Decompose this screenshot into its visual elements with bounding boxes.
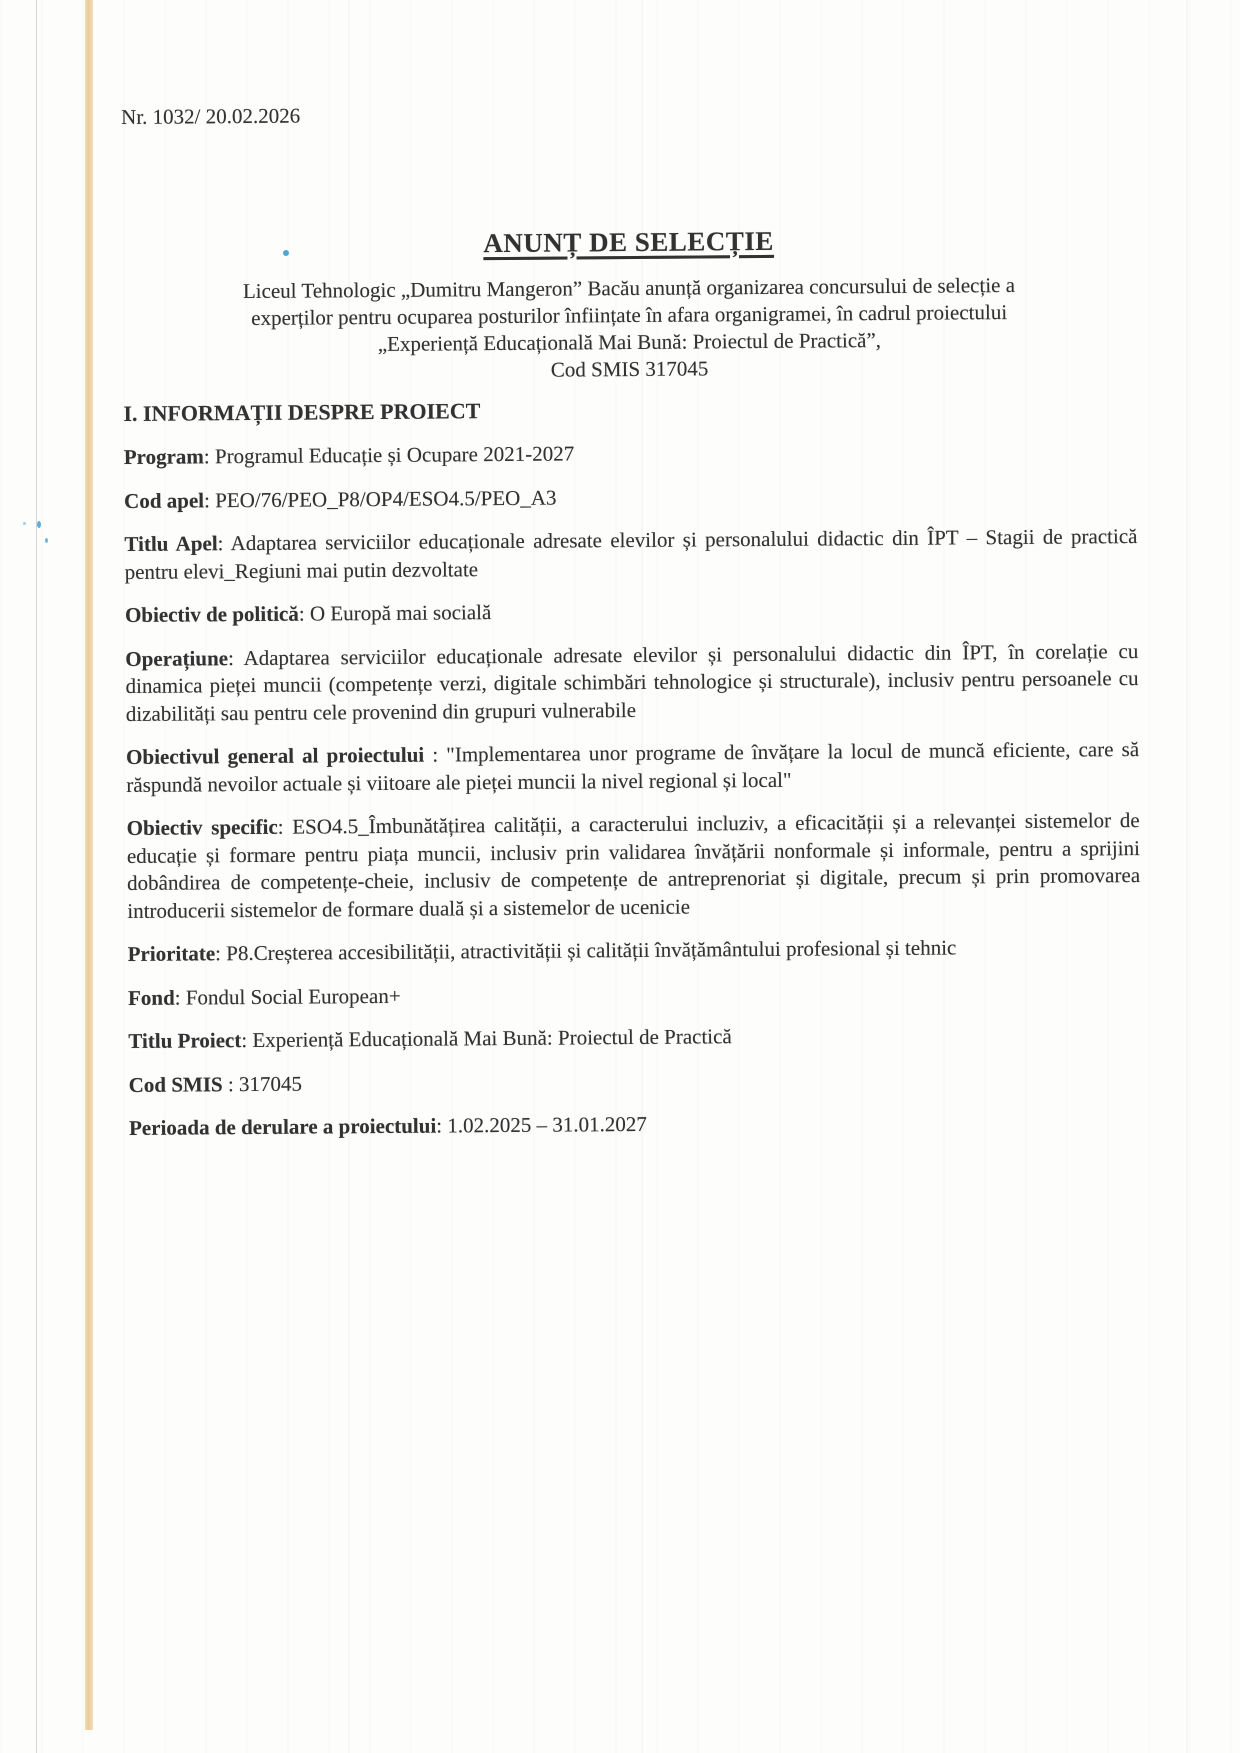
document-number: Nr. 1032/ 20.02.2026 — [121, 103, 301, 129]
field-label: Program — [123, 444, 204, 469]
intro-paragraph — [122, 271, 1136, 387]
field-separator: : — [241, 1027, 253, 1053]
field-value: "Implementarea unor programe de învățare la locul de muncă eficiente, care să răspundă nevoilor actuale și viitoare ale pieței muncii la nivel regional și local" — [126, 737, 1140, 797]
field-label: Fond — [127, 985, 175, 1010]
ink-speck — [37, 521, 41, 528]
intro-line: experților pentru ocuparea posturilor înființate în afara organigramei, în cadrul proiectului — [251, 300, 1008, 330]
field-separator: : — [277, 814, 293, 839]
field-separator: : — [174, 985, 186, 1010]
field-value: Adaptarea serviciilor educaționale adresate elevilor și personalului didactic din ÎPT – Stagii de practică pentru elevi_Regiuni mai putin dezvoltate — [124, 524, 1138, 584]
field-separator: : — [222, 1071, 240, 1096]
field-program — [124, 436, 1137, 471]
field-label: Titlu Proiect — [128, 1028, 242, 1053]
document-content — [121, 96, 1142, 1158]
field-separator: : — [203, 487, 216, 512]
scan-edge-line — [36, 0, 37, 1753]
intro-line: Liceul Tehnologic „Dumitru Mangeron” Bacău anunță organizarea concursului de selecție a — [242, 272, 1016, 304]
field-value: Experiență Educațională Mai Bună: Proiectul de Practică — [252, 1024, 732, 1052]
field-label: Obiectiv de politică — [124, 601, 299, 627]
field-value: PEO/76/PEO_P8/OP4/ESO4.5/PEO_A3 — [215, 485, 557, 512]
field-titlu-apel — [124, 523, 1137, 586]
field-label: Obiectivul general al proiectului — [126, 742, 425, 769]
field-titlu-proiect — [128, 1020, 1141, 1055]
field-separator: : — [227, 645, 244, 670]
field-value: O Europă mai socială — [309, 600, 492, 626]
field-separator: : — [215, 941, 227, 966]
field-separator: : — [298, 601, 311, 626]
field-label: Cod apel — [124, 487, 205, 513]
field-separator: : — [217, 531, 231, 556]
page-title: ANUNȚ DE SELECȚIE — [483, 225, 774, 259]
field-label: Prioritate — [127, 941, 216, 966]
intro-line: Cod SMIS 317045 — [550, 356, 709, 382]
field-value: Adaptarea serviciilor educaționale adresate elevilor și personalului didactic din ÎPT, în corelație cu dinamica pieței muncii (competențe verzi, digitale schimbări tehnologice și structurale), inclusiv pentru persoanele cu dizabilități sau pentru cele provenind din grupuri vulnerabile — [125, 638, 1139, 726]
scan-color-band — [85, 0, 93, 1730]
field-separator: : — [436, 1113, 448, 1138]
field-separator: : — [424, 742, 447, 767]
project-info-fields — [124, 436, 1142, 1142]
ink-speck — [23, 522, 26, 525]
field-value: 1.02.2025 – 31.01.2027 — [447, 1111, 647, 1138]
field-label: Titlu Apel — [124, 531, 218, 556]
title-wrap — [122, 223, 1135, 262]
field-value: Programul Educație și Ocupare 2021-2027 — [214, 441, 575, 469]
field-value: 317045 — [238, 1071, 303, 1096]
intro-line: „Experiență Educațională Mai Bună: Proiectul de Practică”, — [377, 328, 882, 356]
ink-speck — [45, 538, 48, 543]
field-value: ESO4.5_Îmbunătățirea calității, a caracterului incluziv, a eficacității și a relevanței sistemelor de educație și formare pentru piața muncii, inclusiv prin validarea învățării nonformale și informale, pentru a sprijini dobândirea de competențe-cheie, inclusiv de competențe de antreprenoriat și digitale, precum și prin promovarea introducerii sistemelor de formare duală și a sistemelor de ucenicie — [126, 808, 1141, 923]
scan-streak — [1186, 0, 1188, 1753]
field-value: P8.Creșterea accesibilității, atractivității și calității învățământului profesional și tehnic — [226, 935, 957, 966]
section-heading-project-info: I. INFORMAȚII DESPRE PROIECT — [123, 398, 481, 426]
field-fond — [128, 977, 1141, 1012]
field-obiectiv-specific — [127, 807, 1141, 925]
field-separator: : — [203, 444, 216, 469]
field-label: Cod SMIS — [128, 1071, 223, 1097]
field-cod-smis — [129, 1064, 1142, 1099]
field-value: Fondul Social European+ — [185, 983, 401, 1010]
field-label: Perioada de derulare a proiectului — [128, 1113, 437, 1140]
field-perioada — [129, 1107, 1142, 1142]
field-operatiune — [125, 638, 1139, 728]
field-obiectiv-general — [126, 736, 1139, 799]
field-cod-apel — [124, 480, 1137, 515]
field-obiectiv-politica — [125, 594, 1138, 629]
field-prioritate — [128, 933, 1141, 968]
field-label: Obiectiv specific — [126, 814, 278, 840]
field-label: Operațiune — [125, 645, 229, 671]
